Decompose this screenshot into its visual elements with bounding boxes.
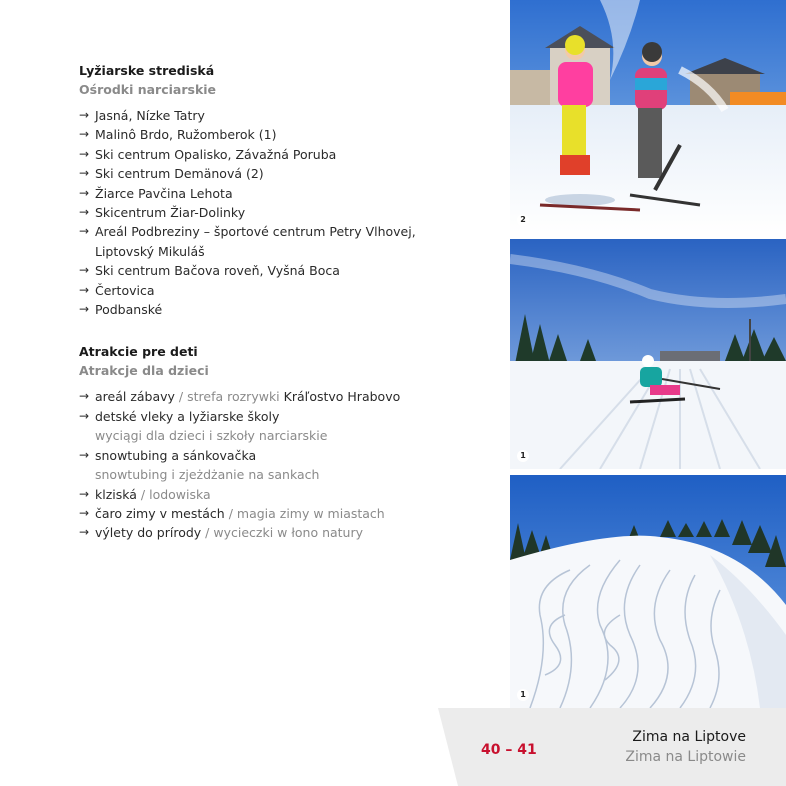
list-item: → čaro zimy v mestách / magia zimy w miastach: [79, 504, 499, 523]
list-item: → Ski centrum Bačova roveň, Vyšná Boca: [79, 261, 499, 280]
left-column: [79, 62, 499, 543]
section2-title-sk: Atrakcie pre deti: [79, 344, 198, 360]
arrow-right-icon: →: [79, 505, 90, 520]
page-footer: [0, 708, 786, 786]
arrow-right-icon: →: [79, 447, 90, 462]
section1-title-pl: Ośrodki narciarskie: [79, 82, 217, 97]
arrow-right-icon: →: [79, 146, 90, 161]
ski-resorts-list: [79, 106, 499, 319]
list-item: → Skicentrum Žiar-Dolinky: [79, 203, 499, 222]
list-item: → detské vleky a lyžiarske školy wyciągi dla dzieci i szkoły narciarskie: [79, 408, 328, 444]
photo-badge: 1: [517, 689, 529, 701]
list-item: → Malinô Brdo, Ružomberok (1): [79, 125, 499, 144]
skier-carving-photo: [510, 239, 786, 469]
section2-title-pl: Atrakcje dla dzieci: [79, 363, 209, 379]
list-item: → Areál Podbreziny – športové centrum Petry Vlhovej, Liptovský Mikuláš: [79, 224, 416, 259]
arrow-right-icon: →: [79, 127, 90, 142]
list-item: → Čertovica: [79, 281, 499, 300]
list-item: → Ski centrum Demänová (2): [79, 164, 499, 183]
arrow-right-icon: →: [79, 486, 90, 501]
list-item: → výlety do prírody / wycieczki w łono natury: [79, 523, 499, 542]
list-item: → Žiarce Pavčina Lehota: [79, 184, 499, 203]
photo-badge: 1: [517, 450, 529, 462]
list-item: → snowtubing a sánkovačka snowtubing i zjeżdżanie na sankach: [79, 447, 320, 483]
arrow-right-icon: →: [79, 302, 90, 317]
arrow-right-icon: →: [79, 525, 90, 540]
list-item: → Podbanské: [79, 300, 499, 319]
kids-attractions-list: [79, 387, 499, 542]
snowy-slope-tracks-photo: [510, 475, 786, 708]
list-item: → Ski centrum Opalisko, Závažná Poruba: [79, 145, 499, 164]
arrow-right-icon: →: [79, 282, 90, 297]
list-item: → areál zábavy / strefa rozrywki Kráľostvo Hrabovo: [79, 387, 499, 406]
section1-title-sk: Lyžiarske strediská: [79, 63, 215, 78]
footer-title-sk: Zima na Liptove: [632, 729, 746, 745]
arrow-right-icon: →: [79, 389, 90, 404]
list-item: → Jasná, Nízke Tatry: [79, 106, 499, 125]
skiing-children-photo: [510, 0, 786, 233]
arrow-right-icon: →: [79, 408, 90, 423]
footer-title-pl: Zima na Liptowie: [625, 749, 746, 765]
arrow-right-icon: →: [79, 224, 90, 239]
list-item: → klziská / lodowiska: [79, 485, 499, 504]
photo-badge: 2: [517, 214, 529, 226]
arrow-right-icon: →: [79, 263, 90, 278]
arrow-right-icon: →: [79, 185, 90, 200]
arrow-right-icon: →: [79, 108, 90, 122]
arrow-right-icon: →: [79, 205, 90, 220]
page-numbers: 40 – 41: [481, 742, 537, 758]
arrow-right-icon: →: [79, 166, 90, 181]
